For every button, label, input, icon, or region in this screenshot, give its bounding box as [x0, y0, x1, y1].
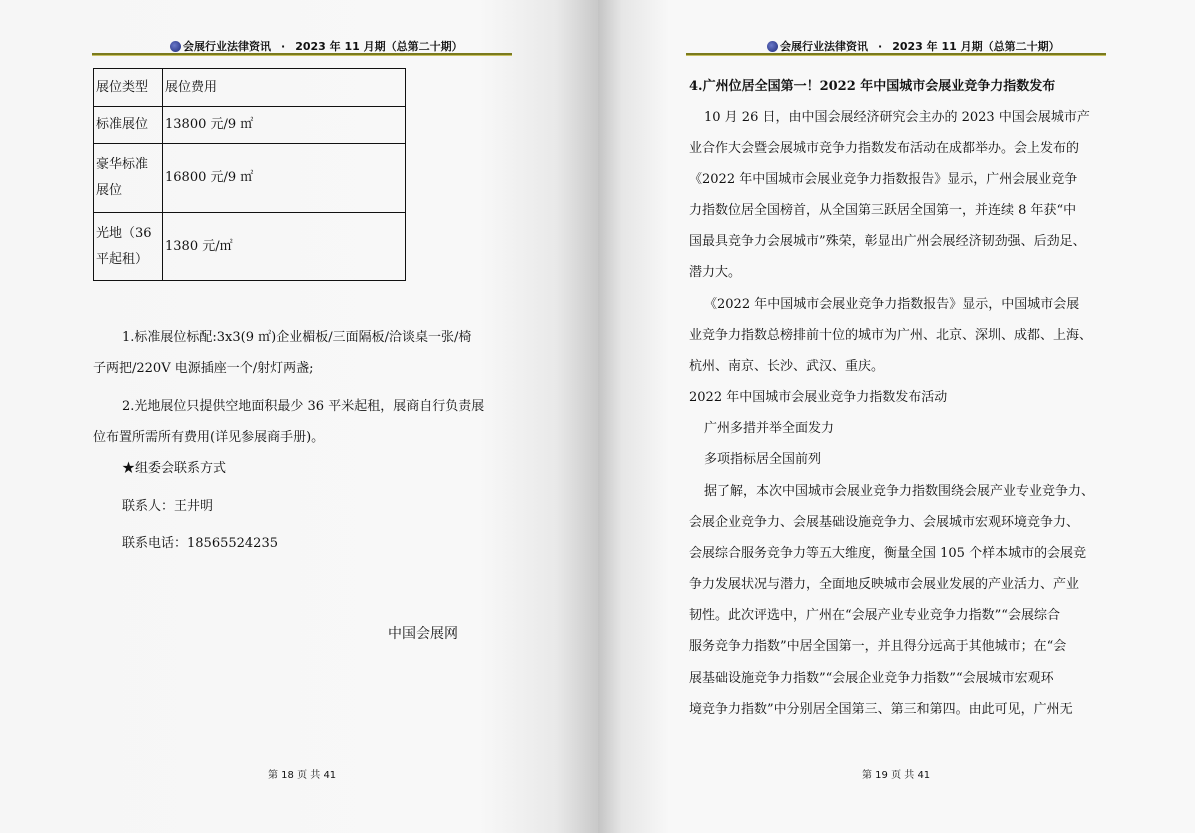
table-header-row: [94, 69, 406, 107]
booth-type-line: 豪华标准: [96, 157, 149, 172]
article-line: 力指数位居全国榜首，从全国第三跃居全国第一，并连续 8 年获“中: [689, 203, 1077, 218]
article-line: 会展综合服务竞争力等五大维度，衡量全国 105 个样本城市的会展竞: [689, 546, 1087, 561]
article-title: 4.广州位居全国第一！2022 年中国城市会展业竞争力指数发布: [689, 79, 1056, 94]
header-rule: [92, 53, 512, 56]
booth-type-line: 展位: [96, 183, 123, 198]
article-line: 业竞争力指数总榜排前十位的城市为广州、北京、深圳、成都、上海、: [689, 328, 1093, 343]
issue-label: 2023 年 11 月期（总第二十期）: [295, 40, 463, 53]
publication-title: 会展行业法律资讯: [183, 40, 271, 53]
article-subheading: 多项指标居全国前列: [704, 452, 822, 467]
booth-type-cell: 标准展位: [94, 107, 163, 144]
publication-logo-icon: [767, 41, 778, 52]
note-line: 子两把/220V 电源插座一个/射灯两盏;: [93, 361, 314, 376]
header-rule: [686, 53, 1106, 56]
table-row: [94, 213, 406, 281]
booth-fee-cell: 1380 元/㎡: [163, 213, 406, 281]
article-line: 10 月 26 日，由中国会展经济研究会主办的 2023 中国会展城市产: [704, 110, 1090, 125]
note-line: 2.光地展位只提供空地面积最少 36 平米起租，展商自行负责展: [122, 399, 485, 414]
header-separator: ·: [281, 39, 286, 53]
table-header-cell: 展位费用: [163, 69, 406, 107]
article-subheading: 广州多措并举全面发力: [704, 421, 835, 436]
article-line: 据了解，本次中国城市会展业竞争力指数围绕会展产业专业竞争力、: [704, 484, 1095, 499]
source-label: 中国会展网: [388, 626, 458, 642]
publication-title: 会展行业法律资讯: [780, 40, 868, 53]
booth-type-cell: [94, 144, 163, 213]
contact-person: 联系人：王井明: [122, 499, 214, 514]
page-number: 第 19 页 共 41: [862, 770, 931, 781]
booth-type-line: 光地（36: [96, 225, 152, 241]
article-line: 争力发展状况与潜力，全面地反映城市会展业发展的产业活力、产业: [689, 577, 1080, 592]
table-header-cell: 展位类型: [94, 69, 163, 107]
page-header: [767, 38, 1060, 54]
article-subheading: 2022 年中国城市会展业竞争力指数发布活动: [689, 390, 948, 405]
note-line: 位布置所需所有费用(详见参展商手册)。: [93, 430, 325, 445]
article-line: 潜力大。: [689, 265, 742, 280]
contact-phone: 联系电话：18565524235: [122, 536, 278, 551]
issue-label: 2023 年 11 月期（总第二十期）: [892, 40, 1060, 53]
article-line: 境竞争力指数”中分别居全国第三、第三和第四。由此可见，广州无: [689, 702, 1073, 717]
booth-fee-table: [93, 68, 406, 281]
booth-type-cell: [94, 213, 163, 281]
article-line: 《2022 年中国城市会展业竞争力指数报告》显示，中国城市会展: [704, 297, 1080, 312]
article-line: 韧性。此次评选中，广州在“会展产业专业竞争力指数”“会展综合: [689, 608, 1060, 623]
table-row: [94, 107, 406, 144]
article-line: 杭州、南京、长沙、武汉、重庆。: [689, 359, 885, 374]
article-line: 展基础设施竞争力指数”“会展企业竞争力指数”“会展城市宏观环: [689, 671, 1054, 686]
booth-fee-cell: 16800 元/9 ㎡: [163, 144, 406, 213]
booth-type-line: 平起租）: [96, 251, 149, 267]
publication-logo-icon: [170, 41, 181, 52]
table-row: [94, 144, 406, 213]
article-line: 服务竞争力指数”中居全国第一，并且得分远高于其他城市；在“会: [689, 639, 1067, 654]
booth-fee-cell: 13800 元/9 ㎡: [163, 107, 406, 144]
page-number: 第 18 页 共 41: [268, 770, 337, 781]
contact-heading: ★组委会联系方式: [122, 461, 227, 476]
page-header: [170, 38, 463, 54]
article-line: 业合作大会暨会展城市竞争力指数发布活动在成都举办。会上发布的: [689, 141, 1080, 156]
article-line: 国最具竞争力会展城市”殊荣，彰显出广州会展经济韧劲强、后劲足、: [689, 234, 1086, 249]
header-separator: ·: [878, 39, 883, 53]
note-line: 1.标准展位标配:3x3(9 ㎡)企业楣板/三面隔板/洽谈桌一张/椅: [122, 330, 472, 345]
article-line: 《2022 年中国城市会展业竞争力指数报告》显示，广州会展业竞争: [689, 172, 1078, 187]
right-page: [598, 0, 1195, 833]
article-line: 会展企业竞争力、会展基础设施竞争力、会展城市宏观环境竞争力、: [689, 515, 1080, 530]
